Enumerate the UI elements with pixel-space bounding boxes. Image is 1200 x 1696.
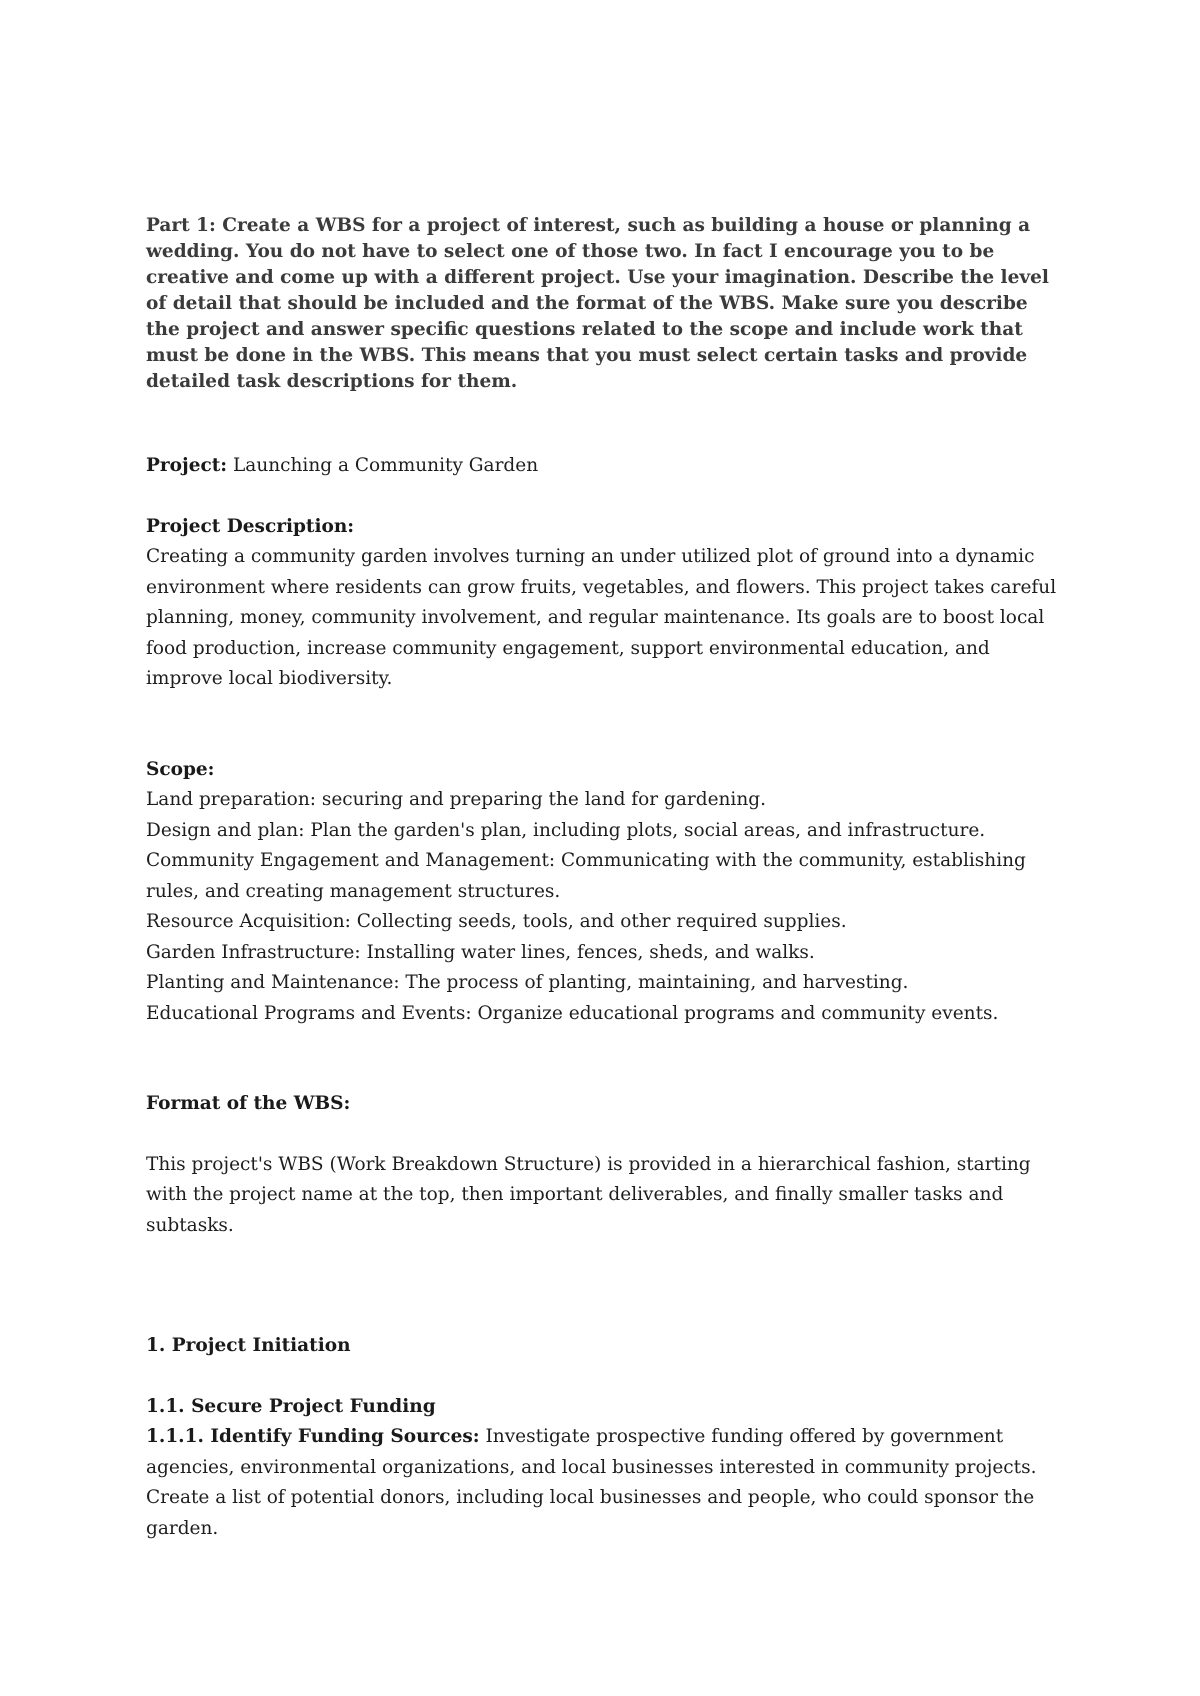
format-text: This project's WBS (Work Breakdown Structure) is provided in a hierarchical fashion, starting with the project name at the top, then important deliverables, and finally smaller tasks and subtasks. xyxy=(146,1153,1031,1236)
format-heading: Format of the WBS: xyxy=(146,1093,351,1114)
wbs-identify-funding-text: Investigate prospective funding offered by government agencies, environmental organizations, and local businesses interested in community projects. Create a list of potential donors, including local businesses and people, who could sponsor the garden. xyxy=(146,1426,1037,1539)
scope-section xyxy=(146,755,1066,1030)
scope-item: Planting and Maintenance: The process of planting, maintaining, and harvesting. xyxy=(146,972,909,993)
project-label: Project: xyxy=(146,455,228,476)
scope-heading: Scope: xyxy=(146,758,215,780)
assignment-prompt: Part 1: Create a WBS for a project of interest, such as building a house or planning a wedding. You do not have to select one of those two. In fact I encourage you to be creative and come up with a different project. Use your imagination. Describe the level of detail that should be included and the format of the WBS. Make sure you describe the project and answer specific questions related to the scope and include work that must be done in the WBS. This means that you must select certain tasks and provide detailed task descriptions for them. xyxy=(146,215,1049,392)
wbs-identify-funding-label: 1.1.1. Identify Funding Sources: xyxy=(146,1426,480,1447)
scope-item: Land preparation: securing and preparing the land for gardening. xyxy=(146,789,766,810)
project-line xyxy=(146,451,1066,482)
description-heading: Project Description: xyxy=(146,515,355,537)
document-page xyxy=(146,213,1066,1544)
description-section xyxy=(146,512,1066,695)
wbs-secure-funding: 1.1. Secure Project Funding xyxy=(146,1395,436,1417)
description-text: Creating a community garden involves turning an under utilized plot of ground into a dynamic environment where residents can grow fruits, vegetables, and flowers. This project takes careful planning, money, community involvement, and regular maintenance. Its goals are to boost local food production, increase community engagement, support environmental education, and improve local biodiversity. xyxy=(146,546,1057,689)
scope-item: Resource Acquisition: Collecting seeds, tools, and other required supplies. xyxy=(146,911,847,932)
wbs-project-initiation: 1. Project Initiation xyxy=(146,1335,351,1356)
scope-item: Design and plan: Plan the garden's plan, including plots, social areas, and infrastructure. xyxy=(146,819,986,841)
scope-item: Educational Programs and Events: Organize educational programs and community events. xyxy=(146,1002,999,1024)
wbs-level-1 xyxy=(146,1331,1066,1362)
wbs-level-2-section xyxy=(146,1392,1066,1545)
project-name: Launching a Community Garden xyxy=(233,455,539,476)
scope-item: Community Engagement and Management: Communicating with the community, establishing rules, and creating management structures. xyxy=(146,850,1026,902)
format-heading-line xyxy=(146,1089,1066,1120)
scope-item: Garden Infrastructure: Installing water lines, fences, sheds, and walks. xyxy=(146,941,815,963)
